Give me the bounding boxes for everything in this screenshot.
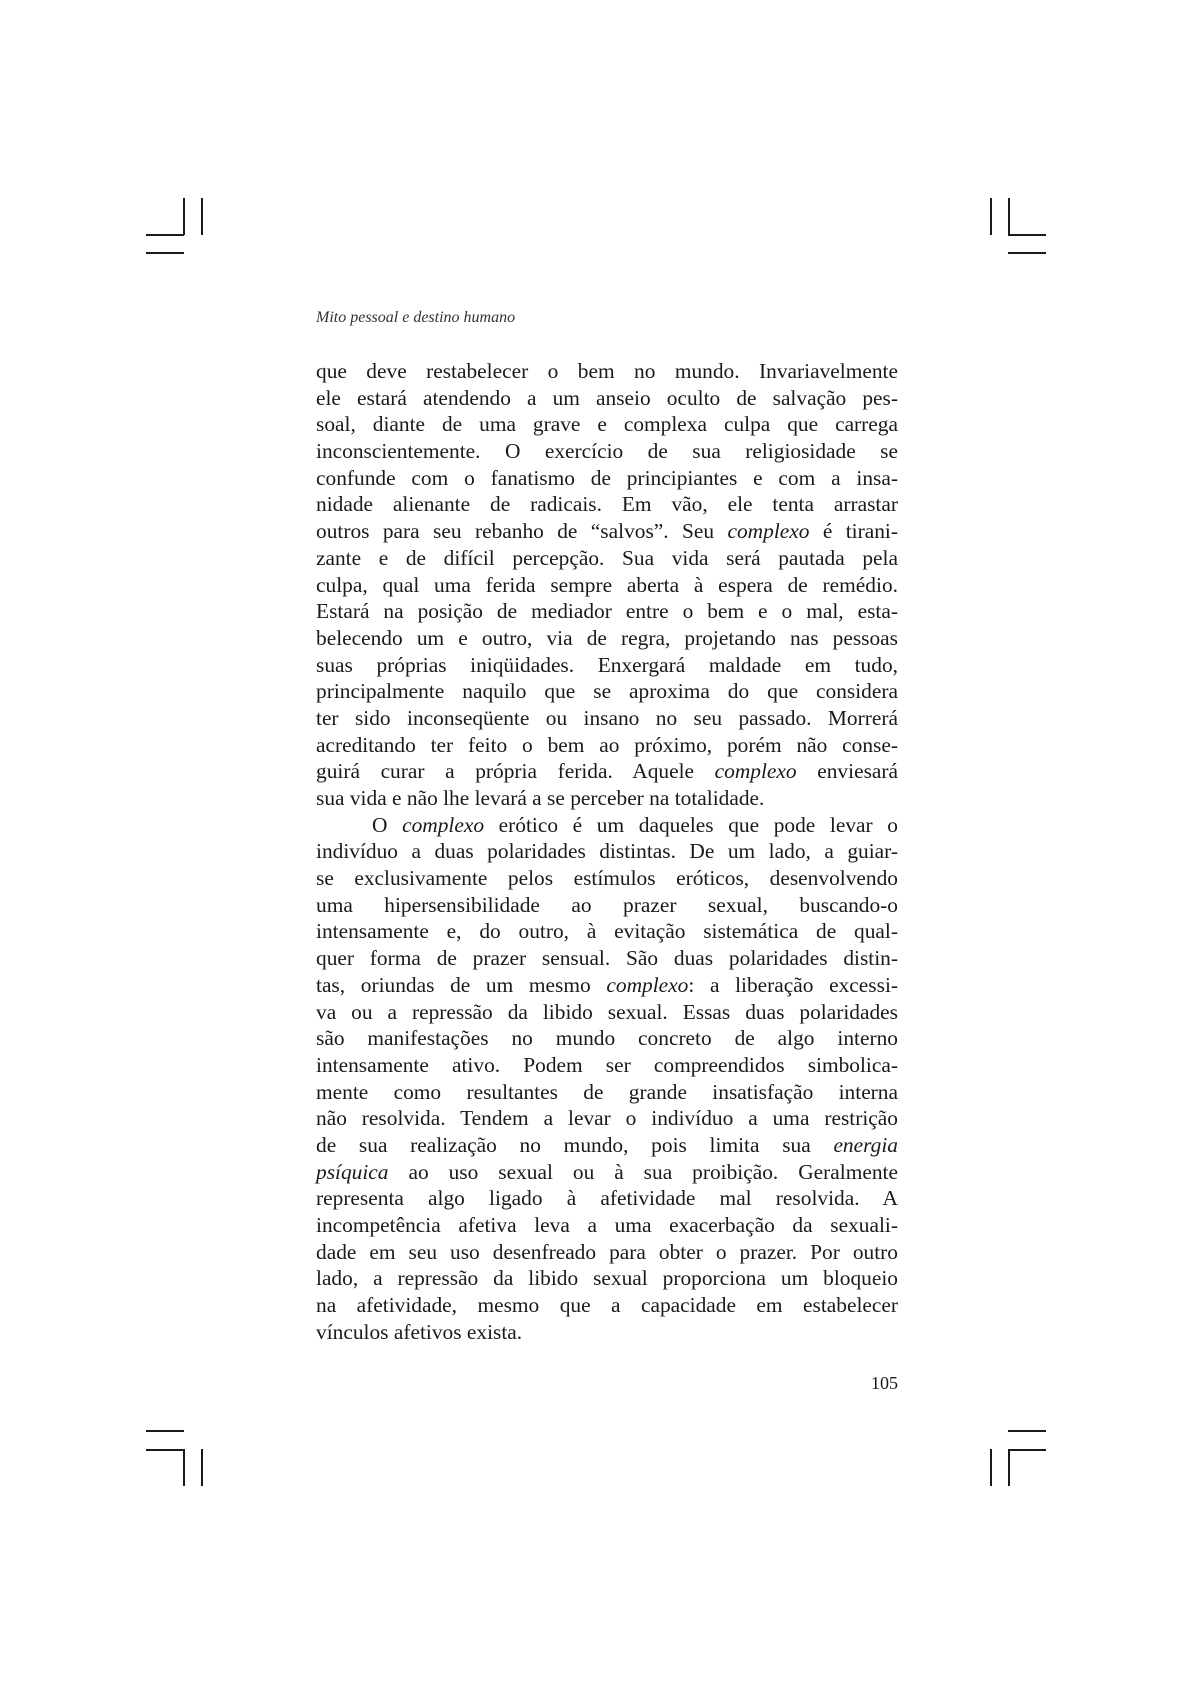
text-run: sua vida e não lhe levará a se perceber na totalidade.	[316, 786, 765, 810]
text-run: ele estará atendendo a um anseio oculto de salvação pes-	[316, 385, 898, 410]
text-line	[316, 972, 898, 999]
crop-mark-top-left-h-outer	[146, 252, 184, 254]
text-line	[316, 945, 898, 972]
text-run: intensamente e, do outro, à evitação sistemática de qual-	[316, 919, 898, 944]
text-line	[316, 1239, 898, 1266]
text-line	[316, 999, 898, 1026]
crop-mark-bottom-left-h-inner	[146, 1449, 184, 1451]
text-line	[316, 1052, 898, 1079]
text-line	[316, 758, 898, 785]
text-line	[316, 411, 898, 438]
text-line	[316, 1319, 898, 1346]
text-line	[316, 705, 898, 732]
italic-term: psíquica	[316, 1159, 389, 1184]
text-run: que deve restabelecer o bem no mundo. Invariavelmente	[316, 359, 898, 383]
text-line	[316, 918, 898, 945]
crop-mark-top-right-v-outer	[990, 198, 992, 235]
italic-term: energia	[833, 1132, 898, 1157]
text-line	[316, 1132, 898, 1159]
text-run: belecendo um e outro, via de regra, projetando nas pessoas	[316, 625, 898, 650]
italic-term: complexo	[714, 759, 797, 784]
text-line	[316, 1292, 898, 1319]
text-line	[316, 385, 898, 412]
text-line	[316, 1025, 898, 1052]
text-line	[316, 491, 898, 518]
text-run: uma hipersensibilidade ao prazer sexual, buscando-o	[316, 892, 898, 917]
text-run: Estará na posição de mediador entre o bem e o mal, esta-	[316, 599, 898, 624]
text-run: zante e de difícil percepção. Sua vida será pautada pela	[316, 545, 898, 570]
text-line	[316, 785, 898, 812]
crop-mark-top-right-v-inner	[1008, 198, 1010, 235]
text-run: mente como resultantes de grande insatisfação interna	[316, 1079, 898, 1104]
text-run: quer forma de prazer sensual. São duas polaridades distin-	[316, 946, 898, 971]
running-head: Mito pessoal e destino humano	[316, 309, 516, 326]
crop-mark-top-right-h-inner	[1008, 234, 1046, 236]
text-line	[316, 812, 898, 839]
text-run: de sua realização no mundo, pois limita sua	[316, 1132, 834, 1157]
text-run: ter sido inconseqüente ou insano no seu passado. Morrerá	[316, 705, 898, 730]
text-line	[316, 1185, 898, 1212]
text-run: se exclusivamente pelos estímulos eróticos, desenvolvendo	[316, 866, 898, 891]
text-run: erótico é um daqueles que pode levar o	[484, 812, 898, 837]
text-run: O	[372, 812, 403, 837]
text-run: indivíduo a duas polaridades distintas. De um lado, a guiar-	[316, 839, 898, 864]
text-run: vínculos afetivos exista.	[316, 1319, 523, 1344]
crop-mark-bottom-right-h-inner	[1008, 1449, 1046, 1451]
text-line	[316, 438, 898, 465]
text-line	[316, 678, 898, 705]
text-run: na afetividade, mesmo que a capacidade em estabelecer	[316, 1293, 898, 1318]
text-line	[316, 652, 898, 679]
text-line	[316, 465, 898, 492]
text-line	[316, 838, 898, 865]
text-line	[316, 625, 898, 652]
text-run: incompetência afetiva leva a uma exacerbação da sexuali-	[316, 1213, 898, 1237]
crop-mark-top-left-h-inner	[146, 234, 184, 236]
crop-mark-bottom-right-v-inner	[1008, 1449, 1010, 1486]
text-line	[316, 865, 898, 892]
text-run: ao uso sexual ou à sua proibição. Geralmente	[388, 1159, 898, 1184]
text-run: tas, oriundas de um mesmo	[316, 972, 607, 997]
text-run: acreditando ter feito o bem ao próximo, porém não conse-	[316, 732, 898, 757]
text-run: va ou a repressão da libido sexual. Essas duas polaridades	[316, 999, 898, 1024]
text-run: representa algo ligado à afetividade mal resolvida. A	[316, 1186, 898, 1211]
text-line	[316, 545, 898, 572]
crop-mark-bottom-right-v-outer	[990, 1449, 992, 1486]
crop-mark-bottom-right-h-outer	[1008, 1430, 1046, 1432]
text-run: são manifestações no mundo concreto de algo interno	[316, 1026, 898, 1051]
text-run: soal, diante de uma grave e complexa culpa que carrega	[316, 412, 898, 437]
italic-term: complexo	[606, 972, 689, 997]
text-run: confunde com o fanatismo de principiantes e com a insa-	[316, 465, 898, 490]
crop-mark-bottom-left-v-outer	[201, 1449, 203, 1486]
text-line	[316, 358, 898, 385]
text-line	[316, 892, 898, 919]
crop-mark-top-left-v-outer	[201, 198, 203, 235]
page-number: 105	[871, 1373, 898, 1393]
crop-mark-bottom-left-h-outer	[146, 1430, 184, 1432]
italic-term: complexo	[727, 519, 810, 544]
text-line	[316, 1159, 898, 1186]
text-run: culpa, qual uma ferida sempre aberta à espera de remédio.	[316, 572, 898, 597]
crop-mark-top-left-v-inner	[183, 198, 185, 235]
text-line	[316, 732, 898, 759]
crop-mark-top-right-h-outer	[1008, 252, 1046, 254]
text-run: dade em seu uso desenfreado para obter o prazer. Por outro	[316, 1239, 898, 1264]
text-run: suas próprias iniqüidades. Enxergará maldade em tudo,	[316, 652, 898, 677]
text-line	[316, 1105, 898, 1132]
text-run: não resolvida. Tendem a levar o indivíduo a uma restrição	[316, 1106, 898, 1131]
text-run: guirá curar a própria ferida. Aquele	[316, 759, 715, 784]
body-text	[316, 358, 898, 1345]
text-run: intensamente ativo. Podem ser compreendidos simbolica-	[316, 1052, 898, 1077]
crop-mark-bottom-left-v-inner	[183, 1449, 185, 1486]
text-run: enviesará	[796, 759, 898, 784]
italic-term: complexo	[402, 812, 485, 837]
text-line	[316, 1079, 898, 1106]
text-run: inconscientemente. O exercício de sua religiosidade se	[316, 439, 898, 464]
text-line	[316, 572, 898, 599]
text-line	[316, 598, 898, 625]
text-line	[316, 1265, 898, 1292]
text-run: é tirani-	[809, 519, 898, 544]
text-run: outros para seu rebanho de “salvos”. Seu	[316, 519, 728, 544]
text-run: : a liberação excessi-	[688, 972, 899, 997]
text-run: nidade alienante de radicais. Em vão, ele tenta arrastar	[316, 492, 898, 517]
text-run: principalmente naquilo que se aproxima do que considera	[316, 679, 898, 704]
text-line	[316, 518, 898, 545]
text-line	[316, 1212, 898, 1239]
text-run: lado, a repressão da libido sexual proporciona um bloqueio	[316, 1266, 898, 1291]
